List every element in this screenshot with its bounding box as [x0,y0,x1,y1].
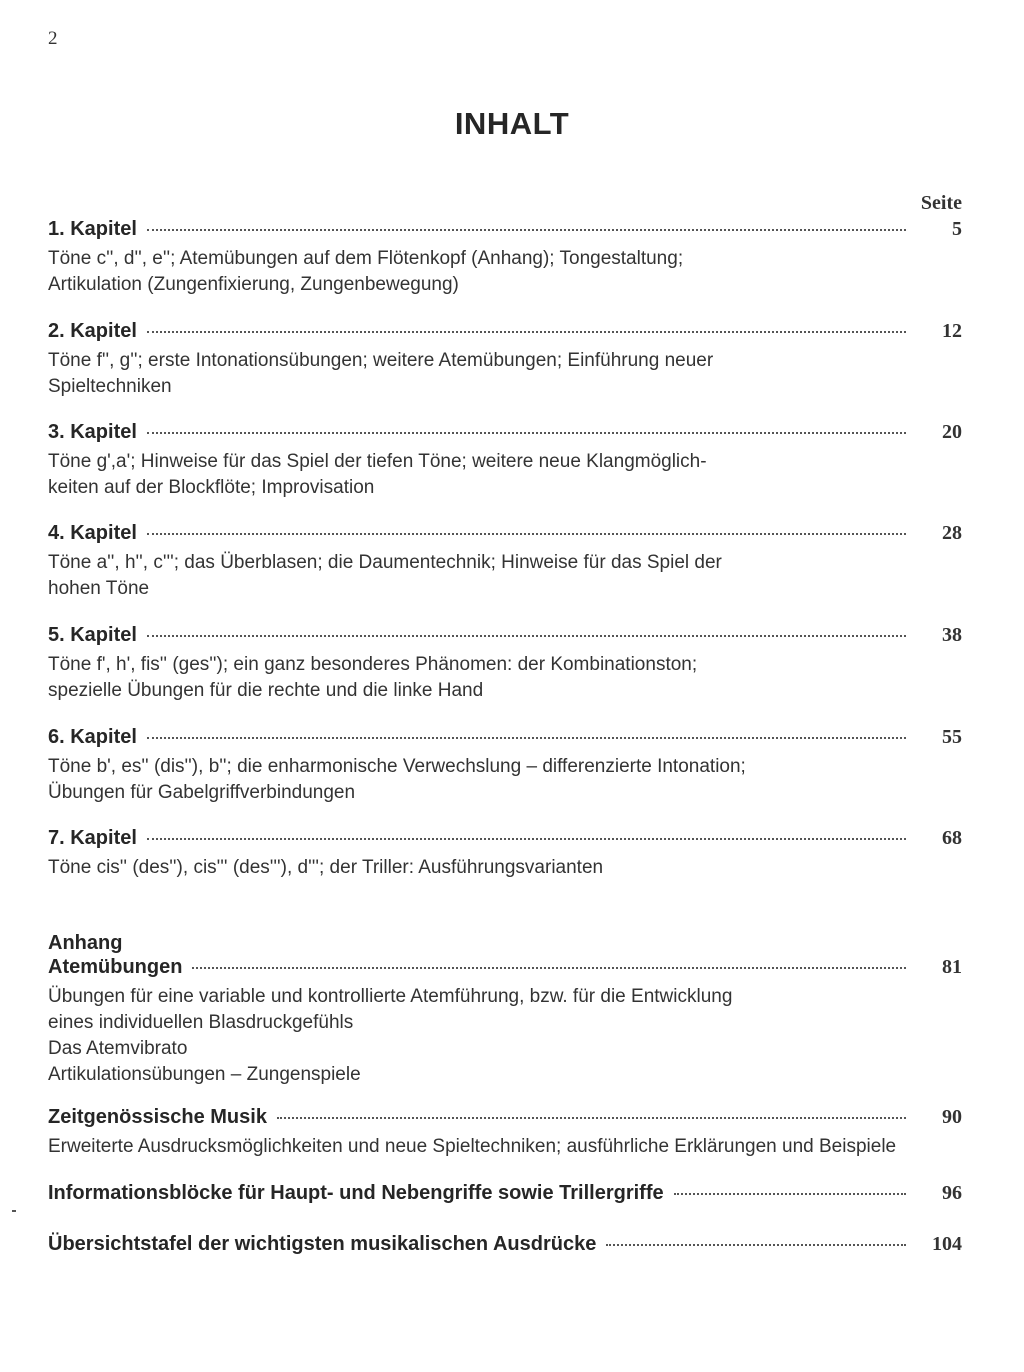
entry-description-line: Artikulationsübungen – Zungenspiele [48,1064,361,1085]
entry-description-line: Spieltechniken [48,376,172,397]
entry-description-line: spezielle Übungen für die rechte und die linke Hand [48,680,484,701]
toc-entry-chapter-7[interactable] [48,827,962,881]
toc-entry-chapter-3[interactable] [48,421,962,501]
toc-entry-anhang[interactable] [48,930,962,1088]
toc-entry-chapter-5[interactable] [48,624,962,704]
entry-description-line: Übungen für eine variable und kontrollierte Atemführung, bzw. für die Entwicklung [48,986,733,1007]
entry-page: 55 [942,726,962,748]
dot-leader [147,635,906,637]
entry-label: Übersichtstafel der wichtigsten musikalischen Ausdrücke [48,1233,597,1255]
entry-label: 3. Kapitel [48,421,137,443]
entry-description-line: Töne f'', g''; erste Intonationsübungen; weitere Atemübungen; Einführung neuer [48,350,714,371]
entry-description-line: Übungen für Gabelgriffverbindungen [48,782,356,803]
dot-leader [147,331,906,333]
entry-description-line: Töne a'', h'', c'''; das Überblasen; die Daumentechnik; Hinweise für das Spiel der [48,552,722,573]
entry-page: 104 [932,1233,962,1255]
toc-entry-chapter-2[interactable] [48,320,962,400]
entry-description-line: Artikulation (Zungenfixierung, Zungenbewegung) [48,274,459,295]
entry-description-line: Töne b', es'' (dis''), b''; die enharmonische Verwechslung – differenzierte Intonation; [48,756,746,777]
entry-description-line: Erweiterte Ausdrucksmöglichkeiten und neue Spieltechniken; ausführliche Erklärungen und Beispiele [48,1136,897,1157]
entry-description-line: Töne f', h', fis'' (ges''); ein ganz besonderes Phänomen: der Kombinationston; [48,654,698,675]
entry-page: 96 [942,1182,962,1204]
toc-entry-informationsbloecke[interactable] [48,1182,962,1210]
dot-leader [147,432,906,434]
entry-page: 90 [942,1106,962,1128]
dot-leader [147,533,906,535]
dot-leader [277,1117,906,1119]
entry-page: 38 [942,624,962,646]
dot-leader [192,967,906,969]
toc-entry-chapter-4[interactable] [48,522,962,602]
entry-page: 68 [942,827,962,849]
entry-label: 7. Kapitel [48,827,137,849]
entry-page: 20 [942,421,962,443]
entry-description-line: Töne c'', d'', e''; Atemübungen auf dem Flötenkopf (Anhang); Tongestaltung; [48,248,684,269]
entry-label: 4. Kapitel [48,522,137,544]
page-title: INHALT [454,106,570,141]
entry-description-line: keiten auf der Blockflöte; Improvisation [48,477,375,498]
anhang-heading: Anhang [48,932,123,954]
entry-description-line: eines individuellen Blasdruckgefühls [48,1012,354,1033]
entry-label: 2. Kapitel [48,320,137,342]
entry-label: 6. Kapitel [48,726,137,748]
entry-description-line: Das Atemvibrato [48,1038,188,1059]
toc-entry-chapter-6[interactable] [48,726,962,806]
entry-label: 5. Kapitel [48,624,137,646]
entry-page: 81 [942,956,962,978]
entry-page: 28 [942,522,962,544]
entry-page: 5 [952,218,962,240]
entry-description-line: Töne g',a'; Hinweise für das Spiel der tiefen Töne; weitere neue Klangmöglich- [48,451,707,472]
toc-entry-zeitgenoessische-musik[interactable] [48,1106,962,1160]
entry-description-line: hohen Töne [48,578,150,599]
dot-leader [147,737,906,739]
entry-label: Informationsblöcke für Haupt- und Nebengriffe sowie Trillergriffe [48,1182,664,1204]
dot-leader [147,838,906,840]
dot-leader [606,1244,906,1246]
page-number: 2 [48,28,58,49]
dot-leader [674,1193,906,1195]
toc-entry-uebersichtstafel[interactable] [48,1233,962,1261]
page-column-label: Seite [920,192,962,214]
toc-entry-chapter-1[interactable] [48,218,962,298]
entry-page: 12 [942,320,962,342]
entry-label: Atemübungen [48,956,183,978]
scan-mark [12,1210,16,1212]
entry-label: Zeitgenössische Musik [48,1106,267,1128]
dot-leader [147,229,906,231]
entry-label: 1. Kapitel [48,218,137,240]
entry-description-line: Töne cis'' (des''), cis''' (des'''), d'''; der Triller: Ausführungsvarianten [48,857,604,878]
